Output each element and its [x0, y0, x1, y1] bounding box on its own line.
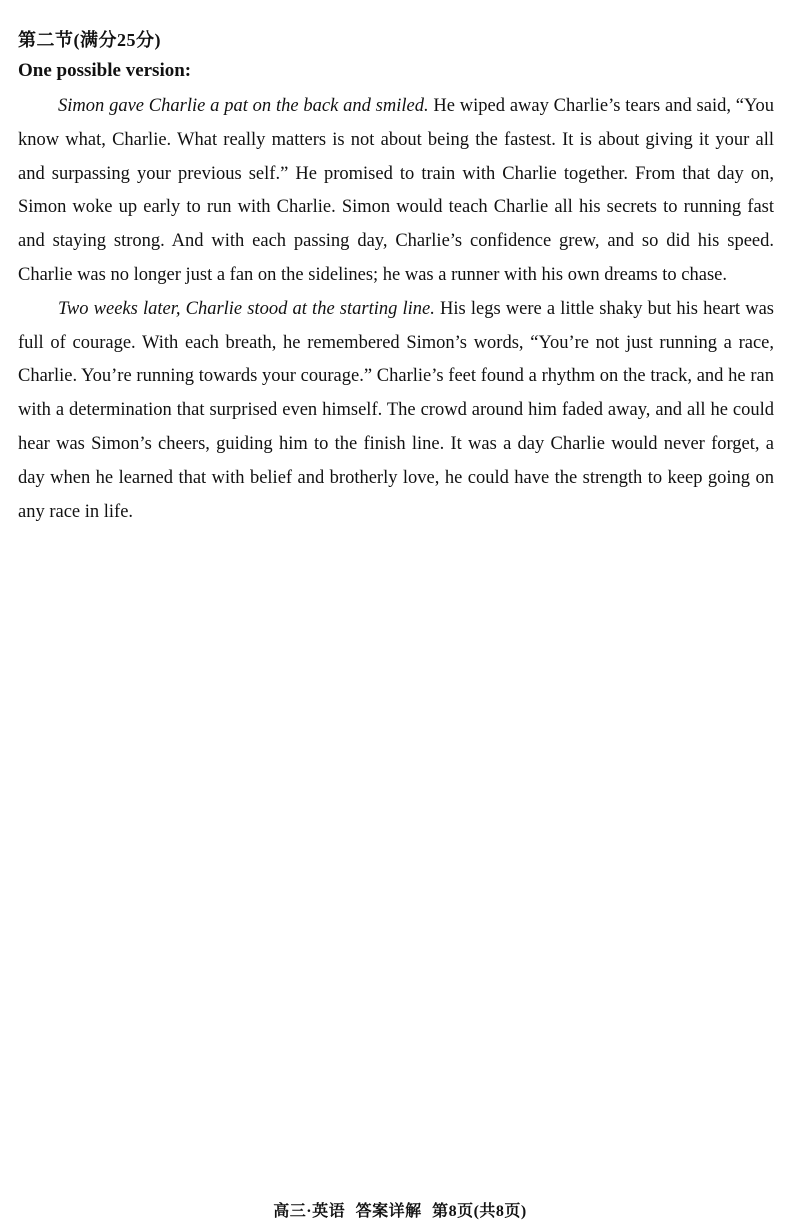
footer-course: 高三·英语 [273, 1203, 346, 1220]
paragraph-1-lead-sentence: Simon gave Charlie a pat on the back and smiled. [58, 96, 429, 116]
model-essay [18, 90, 774, 529]
section-title: 第二节(满分25分) [18, 30, 161, 50]
page-footer [0, 1198, 800, 1221]
essay-paragraph-1 [18, 90, 774, 293]
footer-doc-type: 答案详解 [355, 1203, 422, 1220]
essay-paragraph-2 [18, 293, 774, 530]
paragraph-2-lead-sentence: Two weeks later, Charlie stood at the starting line. [58, 298, 435, 319]
version-label: One possible version: [18, 60, 192, 81]
footer-page-number: 第8页(共8页) [432, 1203, 527, 1220]
paragraph-2-body: His legs were a little shaky but his heart was full of courage. With each breath, he remembered Simon’s words, “You’re not just running a race, Charlie. You’re running towards your courage.” Charlie’s feet found a rhythm on the track, and he ran with a determination that surprised even himself. The crowd around him faded away, and all he could hear was Simon’s cheers, guiding him to the finish line. It was a day Charlie would never forget, a day when he learned that with belief and brotherly love, he could have the strength to keep going on any race in life. [18, 298, 774, 522]
paragraph-1-body: He wiped away Charlie’s tears and said, “You know what, Charlie. What really matters is not about being the fastest. It is about giving it your all and surpassing your previous self.” He promised to train with Charlie together. From that day on, Simon woke up early to run with Charlie. Simon would teach Charlie all his secrets to running fast and staying strong. And with each passing day, Charlie’s confidence grew, and so did his speed. Charlie was no longer just a fan on the sidelines; he was a runner with his own dreams to chase. [18, 96, 774, 285]
